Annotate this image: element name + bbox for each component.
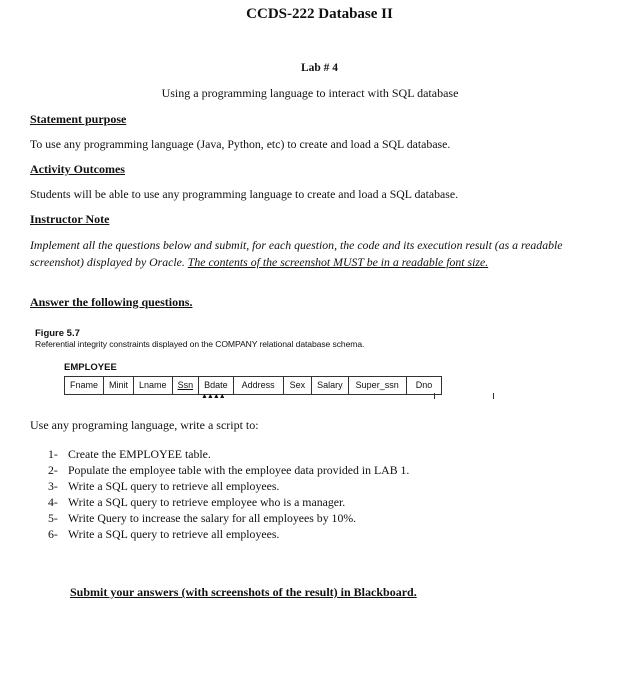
list-item (48, 494, 409, 510)
task-number: 4- (48, 495, 58, 509)
instructor-note-heading: Instructor Note (30, 212, 110, 226)
instructor-note-text (30, 237, 600, 271)
attr-fname: Fname (65, 377, 104, 394)
statement-purpose-heading: Statement purpose (30, 112, 127, 126)
activity-outcomes-text: Students will be able to use any programming language to create and load a SQL database. (30, 187, 459, 201)
instructions-intro: Use any programing language, write a script to: (30, 418, 259, 432)
foreign-key-arrow-marks: ▲▲▲▲ (201, 393, 225, 400)
employee-schema-row (64, 376, 442, 395)
list-item (48, 510, 409, 526)
dno-fk-tick (493, 393, 494, 399)
attr-sex: Sex (284, 377, 313, 394)
task-number: 5- (48, 511, 58, 525)
submit-instruction: Submit your answers (with screenshots of the result) in Blackboard. (70, 585, 417, 599)
attr-dno: Dno (415, 380, 433, 390)
task-text: Write a SQL query to retrieve employee who is a manager. (68, 495, 346, 509)
super-ssn-fk-tick (434, 393, 435, 399)
relation-name: EMPLOYEE (64, 362, 117, 373)
task-number: 2- (48, 463, 58, 477)
lab-subtitle: Using a programming language to interact with SQL database (161, 86, 459, 100)
lab-number: Lab # 4 (300, 62, 339, 74)
instructor-note-main: Implement all the questions below and submit, for each question, the code and its execution result (as a readable screenshot) displayed by Oracle. (30, 238, 563, 269)
attr-lname: Lname (134, 377, 173, 394)
course-title: CCDS-222 Database II (246, 6, 393, 22)
instructor-note-underlined: The contents of the screenshot MUST be in a readable font size. (187, 255, 489, 269)
attr-super-ssn: Super_ssn (349, 377, 407, 394)
task-text: Create the EMPLOYEE table. (68, 447, 211, 461)
list-item (48, 478, 409, 494)
task-number: 6- (48, 527, 58, 541)
task-text: Write a SQL query to retrieve all employees. (68, 527, 280, 541)
task-text: Write a SQL query to retrieve all employees. (68, 479, 280, 493)
figure-caption: Referential integrity constraints displayed on the COMPANY relational database schema. (35, 339, 365, 349)
statement-purpose-text: To use any programming language (Java, Python, etc) to create and load a SQL database. (30, 137, 451, 151)
attr-minit: Minit (104, 377, 134, 394)
list-item (48, 446, 409, 462)
task-number: 1- (48, 447, 58, 461)
attr-ssn: Ssn (173, 377, 200, 394)
task-number: 3- (48, 479, 58, 493)
attr-salary: Salary (312, 377, 349, 394)
task-text: Write Query to increase the salary for all employees by 10%. (68, 511, 357, 525)
attr-address: Address (234, 377, 284, 394)
task-list (48, 446, 409, 542)
figure-label: Figure 5.7 (35, 328, 80, 339)
list-item (48, 526, 409, 542)
answer-heading: Answer the following questions. (30, 295, 193, 309)
task-text: Populate the employee table with the employee data provided in LAB 1. (68, 463, 410, 477)
list-item (48, 462, 409, 478)
attr-bdate: Bdate (199, 377, 234, 394)
activity-outcomes-heading: Activity Outcomes (30, 162, 125, 176)
